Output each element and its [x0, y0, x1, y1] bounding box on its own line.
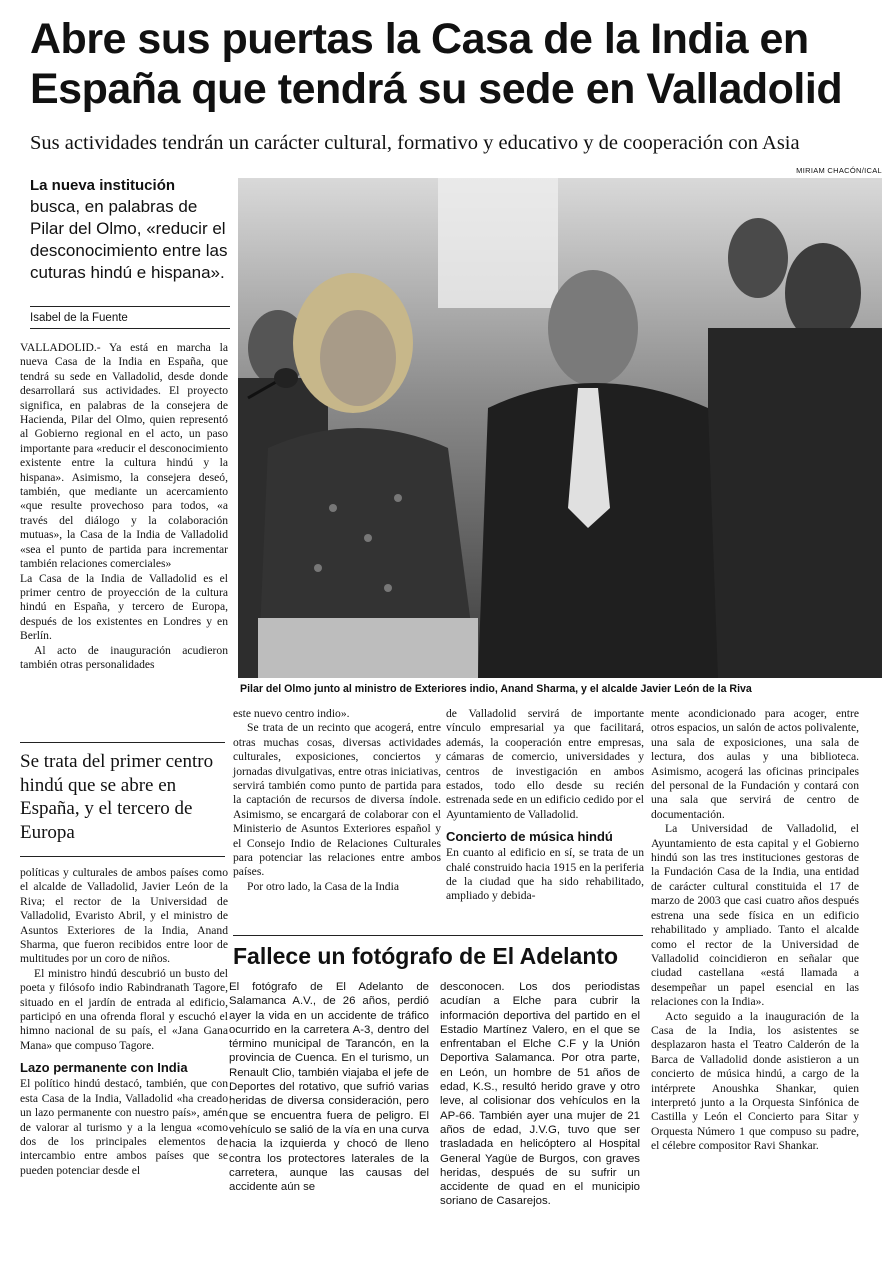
paragraph: La Casa de la India de Valladolid es el primer centro de proyección de la cultura hindú en España, y tercero de Europa, después de los existentes en Londres y en Berlín.	[20, 571, 228, 643]
paragraph: de Valladolid servirá de importante vínculo empresarial ya que facilitará, además, la cooperación entre empresas, cámaras de comercio, universidades y centros de investigación en ambos estados, todo ello desde su recién estrenada sede en un edificio cedido por el Ayuntamiento de Valladolid.	[446, 707, 644, 821]
subheadline: Sus actividades tendrán un carácter cultural, formativo y educativo y de cooperación con Asia	[30, 132, 800, 154]
section-subhead: Lazo permanente con India	[20, 1060, 188, 1076]
box-column-1: El fotógrafo de El Adelanto de Salamanca A.V., de 26 años, perdió ayer la vida en un accidente de tráfico ocurrido en la carretera A-3, dentro del término municipal de Tarancón, en la provincia de Cuenca. En el turismo, un Renault Clio, también viajaba el jefe de Deportes del rotativo, que sufrió varias heridas de diversa consideración, pero que se encuentra fuera de peligro. El vehículo se salió de la vía en una curva hacia la izquierda y chocó de lleno contra los protectores laterales de la carretera, aunque las causas del accidente aún se	[229, 981, 429, 1194]
divider	[30, 328, 230, 329]
article-column-4	[651, 707, 859, 1154]
paragraph: En cuanto al edificio en sí, se trata de un chalé construido hacia 1915 en la periferia de la ciudad que ha sido rehabilitado, ampliado y debida-	[446, 846, 644, 903]
paragraph: La Universidad de Valladolid, el Ayuntamiento de esta capital y el Gobierno hindú son las tres instituciones gestoras de la Fundación Casa de la India, una entidad de carácter cultural constituida el 17 de marzo de 2003 que casi cuatro años después estrena una sede física en un edificio rehabilitado y ampliado. Tanto el alcalde como el rector de la Universidad de Valladolid coincidieron en señalar que ciudad castellana «está llamada a desempeñar un papel esencial en las relaciones con la India».	[651, 822, 859, 1009]
divider	[20, 856, 225, 857]
photo-credit: MIRIAM CHACÓN/ICAL	[796, 166, 882, 175]
news-photo	[238, 178, 882, 678]
article-column-1b	[20, 866, 228, 1178]
paragraph: políticas y culturales de ambos países como el alcalde de Valladolid, Javier León de la Riva; el rector de la Universidad de Valladolid, Evaristo Abril, y el ministro de Asuntos Exteriores de la India, Anand Sharma, que fueron recibidos entre loor de multitudes por un coro de niños.	[20, 866, 228, 966]
article-column-1	[20, 341, 228, 672]
paragraph: mente acondicionado para acoger, entre otros espacios, un salón de actos polivalente, una sala de exposiciones, una sala de lectura, dos aulas y una biblioteca. Asimismo, acogerá las oficinas principales del personal de la Fundación y contará con una sala que servirá de centro de documentación.	[651, 707, 859, 821]
box-column-2: desconocen. Los dos periodistas acudían a Elche para cubrir la información deportiva del partido en el Estadio Martínez Valero, en el que se enfrentaban el Elche C.F y la Unión Deportiva Salamanca. Por otra parte, en León, un hombre de 51 años de edad, K.S., resultó herido grave y otro leve, al colisionar dos vehículos en la AP-66. También ayer una mujer de 21 años de edad, J.V.G, tuvo que ser trasladada en helicóptero al Hospital General Yagüe de Burgos, con graves heridas, después de su sufrir un accidente de quad en el municipio soriano de Casarejos.	[440, 981, 640, 1208]
paragraph: VALLADOLID.- Ya está en marcha la nueva Casa de la India en España, que tendrá su sede en Valladolid, desde donde desarrollará sus actividades. El proyecto significa, en palabras de la consejera de Hacienda, Pilar del Olmo, quien representó al Gobierno regional en el acto, un paso importante para «reducir el desconocimiento existente entre la cultura hindú y la hispana». Asimismo, la consejera deseó, también, que mediante un acercamiento «que resulte provechoso para todos, «a través del diálogo y la colaboración mutuas», la Casa de la India de Valladolid «sea el punto de partida para incrementar también relaciones comerciales»	[20, 341, 228, 571]
box-title: Fallece un fotógrafo de El Adelanto	[233, 943, 619, 969]
divider	[20, 742, 225, 743]
photo-caption: Pilar del Olmo junto al ministro de Exteriores indio, Anand Sharma, y el alcalde Javier León de la Riva	[240, 683, 752, 695]
lead-body: busca, en palabras de Pilar del Olmo, «reducir el desconocimiento entre las cuturas hindú e hispana».	[30, 197, 228, 282]
paragraph: Por otro lado, la Casa de la India	[247, 879, 399, 893]
article-column-3	[446, 707, 644, 904]
headline	[30, 14, 870, 114]
paragraph: este nuevo centro indio».	[233, 707, 350, 720]
paragraph: Al acto de inauguración acudieron también otras personalidades	[20, 643, 228, 671]
pull-quote: Se trata del primer centro hindú que se abre en España, y el tercero de Europa	[20, 751, 214, 843]
paragraph: El político hindú destacó, también, que con esta Casa de la India, Valladolid «ha creado un lazo permanente con nuestro país», amén de valorar al turismo y a la lengua «como dos de los principales elementos de intercambio entre ambos países que se pueden potenciar desde el	[20, 1077, 228, 1177]
photo-illustration	[238, 178, 882, 678]
divider	[30, 306, 230, 307]
paragraph: Se trata de un recinto que acogerá, entre otras muchas cosas, diversas actividades culturales, exposiciones, conciertos y jornadas divulgativas, entre otras iniciativas, servirá también como punto de partida para la captación de recursos de diversa índole. Asimismo, se encargará de colaborar con el Ministerio de Asuntos Exteriores español y el Consejo Indio de Relaciones Culturales para potenciar las relaciones entre ambos países.	[233, 721, 441, 879]
article-column-2	[233, 707, 441, 894]
paragraph: Acto seguido a la inauguración de la Casa de la India, los asistentes se desplazaron hasta el Teatro Calderón de la Barca de Valladolid donde asistieron a un concierto de música hindú, a cargo de la intérprete Anoushka Shankar, quien interpretó junto a la Orquesta Sinfónica de Castilla y León el Concierto para Sitar y Orquesta Número 1 que compuso su padre, el célebre compositor Ravi Shankar.	[651, 1009, 859, 1153]
lead-title: La nueva institución	[30, 177, 176, 194]
headline-line-2: España que tendrá su sede en Valladolid	[30, 65, 843, 113]
paragraph: El ministro hindú descubrió un busto del poeta y filósofo indio Rabindranath Tagore, situado en el jardín de entrada al edificio, participó en una ofrenda floral y escuchó el himno nacional de su país, el «Jana Gana Mana» que compuso Tagore.	[20, 966, 228, 1052]
divider	[233, 935, 643, 936]
headline-line-1: Abre sus puertas la Casa de la India en	[30, 15, 809, 63]
section-subhead: Concierto de música hindú	[446, 829, 613, 845]
byline: Isabel de la Fuente	[30, 312, 128, 324]
